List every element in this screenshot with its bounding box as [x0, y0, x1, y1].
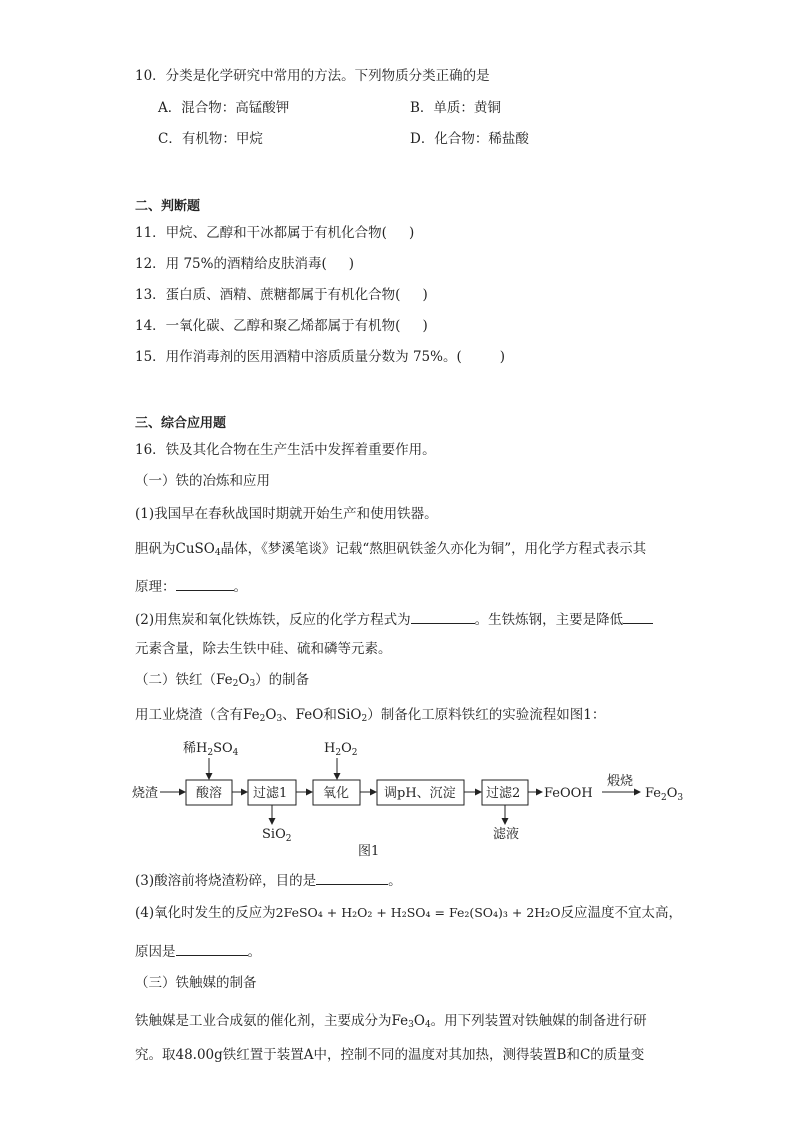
- answer-blank[interactable]: [623, 609, 653, 624]
- item-close: ): [422, 287, 428, 303]
- formula-main: CuSO: [175, 541, 215, 557]
- answer-blank[interactable]: [316, 870, 388, 885]
- item-close: ): [422, 318, 428, 334]
- box-label: 过滤2: [486, 786, 521, 801]
- q16-sub1-text: (1)我国早在春秋战国时期就开始生产和使用铁器。: [135, 506, 438, 522]
- text-run: 反应温度不宜太高，: [560, 905, 682, 921]
- answer-blank[interactable]: [176, 576, 234, 591]
- q10-option-a[interactable]: [158, 99, 289, 117]
- text-run: 原理：: [135, 579, 176, 595]
- output-filtrate: 滤液: [493, 827, 520, 842]
- option-letter: A．: [158, 100, 182, 116]
- formula-main: O: [265, 707, 277, 723]
- q10-option-b[interactable]: [410, 99, 501, 117]
- reagent-h2o2: $H_2O_2$: [324, 741, 358, 758]
- q16-principle-line: [135, 576, 247, 596]
- flow-product: $Fe_2O_3$: [645, 786, 684, 803]
- formula-main: SiO: [336, 707, 362, 723]
- formula-main: O: [413, 1013, 425, 1029]
- part2-title: [135, 671, 309, 693]
- text-run: （二）铁红（: [135, 672, 216, 688]
- text-run: 铁触媒是工业合成氨的催化剂，主要成分为: [135, 1013, 392, 1029]
- judgement-item-15: [135, 348, 505, 366]
- q16-copper-text: [135, 540, 646, 562]
- option-text: 有机物：甲烷: [181, 131, 263, 147]
- text-run: (2)用焦炭和氧化铁炼铁，反应的化学方程式为: [135, 612, 411, 628]
- figure-caption: 图1: [358, 844, 380, 859]
- option-text: 混合物：高锰酸钾: [181, 100, 290, 116]
- box-label: 氧化: [323, 786, 350, 801]
- formula-sub: 4: [214, 548, 221, 558]
- formula-sub: 3: [276, 714, 283, 724]
- judgement-item-12: [135, 255, 354, 273]
- formula-sub: 2: [361, 714, 368, 724]
- item-text: 13．蛋白质、酒精、蔗糖都属于有机化合物(: [135, 287, 401, 303]
- q10-option-d[interactable]: [410, 130, 529, 148]
- q16-sub2-line: [135, 609, 653, 629]
- formula-sub: 4: [424, 1020, 431, 1030]
- text-run: 、FeO和: [282, 707, 337, 723]
- q16-catalyst-cont: 究。取48.00g铁红置于装置A中，控制不同的温度对其加热，测得装置B和C的质量变: [135, 1047, 645, 1063]
- q16-sub4-line: [135, 904, 682, 922]
- formula-sub: 2: [259, 714, 266, 724]
- item-text: 12．用 75%的酒精给皮肤消毒(: [135, 256, 327, 272]
- text-run: ）的制备: [255, 672, 310, 688]
- part3-title: （三）铁触媒的制备: [135, 975, 257, 991]
- text-run: ）制备化工原料铁红的实验流程如图1：: [367, 707, 606, 723]
- output-sio2: SiO$_2$: [262, 827, 292, 844]
- answer-blank[interactable]: [176, 941, 248, 956]
- equation: 2FeSO₄ + H₂O₂ + H₂SO₄ = Fe₂(SO₄)₃ + 2H₂O: [275, 905, 561, 920]
- formula-main: Fe: [391, 1013, 409, 1029]
- item-text: 14．一氧化碳、乙醇和聚乙烯都属于有机物(: [135, 318, 401, 334]
- text-run: 。: [233, 579, 247, 595]
- q10-stem: 10．分类是化学研究中常用的方法。下列物质分类正确的是: [135, 68, 490, 84]
- formula-main: Fe: [216, 672, 233, 688]
- formula-main: Fe: [243, 707, 260, 723]
- section-title-application: 三、综合应用题: [135, 416, 227, 431]
- item-close: ): [499, 349, 506, 365]
- formula-sub: 2: [232, 679, 239, 689]
- option-text: 单质：黄铜: [433, 100, 501, 116]
- item-text: 15．用作消毒剂的医用酒精中溶质质量分数为 75%。(: [135, 349, 462, 365]
- q16-stem: 16．铁及其化合物在生产生活中发挥着重要作用。: [135, 442, 436, 458]
- item-close: ): [348, 256, 355, 272]
- box-label: 酸溶: [196, 786, 223, 801]
- text-run: 。用下列装置对铁触媒的制备进行研: [430, 1013, 647, 1029]
- item-text: 11．甲烷、乙醇和干冰都属于有机化合物(: [135, 225, 387, 241]
- formula-sub: 3: [249, 679, 256, 689]
- box-label: 调pH、沉淀: [384, 786, 456, 801]
- option-text: 化合物：稀盐酸: [434, 131, 529, 147]
- text-run: 胆矾为: [135, 541, 176, 557]
- judgement-item-11: [135, 224, 414, 242]
- formula-main: O: [238, 672, 250, 688]
- q16-flow-intro: [135, 706, 605, 728]
- item-close: ): [408, 225, 415, 241]
- calcine-label: 煅烧: [607, 774, 634, 789]
- box-label: 过滤1: [253, 786, 288, 801]
- q16-sub2-cont: 元素含量，除去生铁中硅、硫和磷等元素。: [135, 641, 392, 657]
- option-letter: B．: [410, 100, 434, 116]
- q16-sub3-line: [135, 870, 402, 890]
- text-run: (4)氧化时发生的反应为: [135, 905, 276, 921]
- q10-option-c[interactable]: [158, 130, 263, 148]
- text-run: 。: [388, 873, 402, 889]
- judgement-item-13: [135, 286, 428, 304]
- text-run: 晶体，《梦溪笔谈》记载“熬胆矾铁釜久亦化为铜”，用化学方程式表示其: [220, 541, 647, 557]
- reagent-acid: 稀$H_2SO_4$: [183, 741, 239, 758]
- option-letter: D．: [410, 131, 435, 147]
- text-run: 。生铁炼钢，主要是降低: [474, 612, 624, 628]
- formula-fe2o3: [216, 672, 255, 688]
- flow-feooh: FeOOH: [544, 786, 593, 801]
- judgement-item-14: [135, 317, 428, 335]
- answer-blank[interactable]: [411, 609, 475, 624]
- text-run: (3)酸溶前将烧渣粉碎，目的是: [135, 873, 317, 889]
- flow-start: 烧渣: [132, 786, 159, 801]
- text-run: 。: [247, 944, 261, 960]
- formula-cuso4: [176, 541, 221, 557]
- q16-sub4-cont: [135, 941, 261, 961]
- flow-diagram: [0, 735, 794, 865]
- part1-title: （一）铁的冶炼和应用: [135, 473, 270, 489]
- formula-sub: 3: [408, 1020, 414, 1030]
- section-title-judgement: 二、判断题: [135, 199, 201, 214]
- q16-catalyst-text: [135, 1012, 647, 1034]
- text-run: 原因是: [135, 944, 176, 960]
- text-run: 用工业烧渣（含有: [135, 707, 243, 723]
- option-letter: C．: [158, 131, 182, 147]
